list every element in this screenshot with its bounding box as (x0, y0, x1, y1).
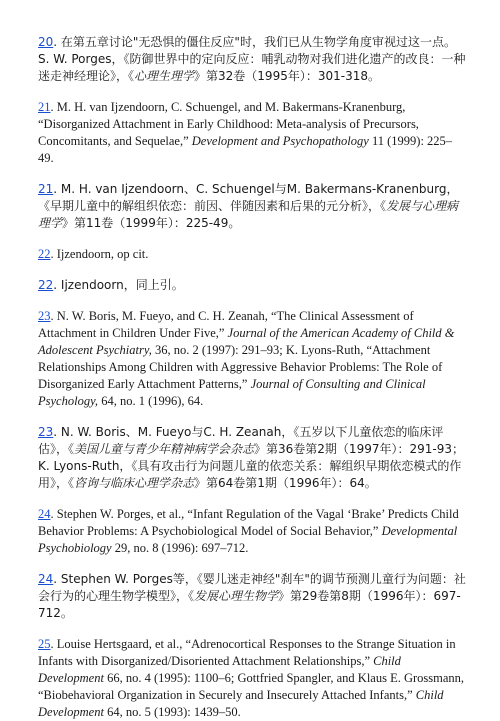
endnote-text: 29, no. 8 (1996): 697–712. (111, 541, 249, 555)
endnote-text: . Stephen W. Porges, et al., “Infant Regulation of the Vagal ‘Brake’ Predicts Child Behavior Problems: A Psychobiological Model of Social Behavior,” (38, 507, 459, 538)
journal-title: Development and Psychopathology (191, 134, 369, 148)
endnote-text: . M. H. van Ijzendoorn, C. Schuengel, and M. Bakermans-Kranenburg, “Disorganized Attachment in Early Childhood: Meta-analysis of Precursors, Concomitants, and Sequelae,” (38, 100, 419, 148)
endnote-text: 64, no. 1 (1996), 64. (98, 394, 204, 408)
endnote (38, 277, 466, 294)
endnote-text: 64, no. 5 (1993): 1439–50. (103, 705, 241, 719)
endnote-number-link[interactable]: 24 (38, 507, 51, 521)
journal-title: Child Development (38, 688, 444, 719)
endnote-text: 》第36卷第2期（1997年）：291-93；K. Lyons-Ruth，《具有攻击行为问题儿童的依恋关系：解组织早期依恋模式的作用》，《 (38, 442, 464, 490)
journal-title: 心理生理学 (134, 69, 195, 83)
endnote-text: 》第11卷（1999年）：225-49。 (62, 216, 241, 230)
endnote-text: . M. H. van Ijzendoorn、C. Schuengel与M. Bakermans-Kranenburg，《早期儿童中的解组织依恋：前因、伴随因素和后果的元分析》，《 (38, 182, 459, 213)
endnote-number-link[interactable]: 24 (38, 572, 54, 586)
endnote (38, 506, 466, 557)
journal-title: Journal of Consulting and Clinical Psychology, (38, 377, 426, 408)
endnote-text: . 在第五章讨论"无恐惧的僵住反应"时，我们已从生物学角度审视过这一点。S. W. Porges，《防御世界中的定向反应：哺乳动物对我们进化遗产的改良：一种迷走神经理论》，《 (38, 35, 466, 83)
journal-title: 咨询与临床心理学杂志 (74, 476, 195, 490)
journal-title: 发展与心理病理学 (38, 199, 459, 230)
endnote (38, 308, 466, 410)
endnote-text: . Louise Hertsgaard, et al., “Adrenocortical Responses to the Strange Situation in Infants with Disorganized/Disoriented Attachment Relationships,” (38, 637, 456, 668)
endnote (38, 34, 466, 85)
journal-title: 美国儿童与青少年精神病学会杂志 (74, 442, 255, 456)
endnote (38, 99, 466, 167)
journal-title: 发展心理生物学 (194, 589, 279, 603)
endnote-text: 36, no. 2 (1997): 291–93; K. Lyons-Ruth, “Attachment Relationships Among Children with Aggressive Behavior Problems: The Role of Disorganized Early Attachment Patterns,” (38, 343, 443, 391)
endnote (38, 246, 466, 263)
endnote-text: 》第29卷第8期（1996年）：697-712。 (38, 589, 461, 620)
endnote-text: . Ijzendoorn，同上引。 (53, 278, 184, 292)
endnote (38, 424, 466, 492)
journal-title: Developmental Psychobiology (38, 524, 458, 555)
endnote-text: 11 (1999): 225–49. (38, 134, 453, 165)
endnote-number-link[interactable]: 22 (38, 247, 51, 261)
endnote-text: . N. W. Boris, M. Fueyo, and C. H. Zeanah, “The Clinical Assessment of Attachment in Children Under Five,” (38, 309, 414, 340)
endnote-number-link[interactable]: 22 (38, 278, 54, 292)
endnote-text: . Ijzendoorn, op cit. (50, 247, 149, 261)
endnote-number-link[interactable]: 21 (38, 182, 54, 196)
endnote-text: 》第64卷第1期（1996年）：64。 (194, 476, 377, 490)
endnote-number-link[interactable]: 21 (38, 100, 51, 114)
endnote-text: . N. W. Boris、M. Fueyo与C. H. Zeanah，《五岁以下儿童依恋的临床评估》，《 (38, 425, 444, 456)
endnote-text: 66, no. 4 (1995): 1100–6; Gottfried Spangler, and Klaus E. Grossmann, “Biobehavioral Organization in Securely and Insecurely Attached Infants,” (38, 671, 465, 702)
journal-title: Journal of the American Academy of Child & Adolescent Psychiatry, (38, 326, 455, 357)
endnote-text: 》第32卷（1995年）：301-318。 (194, 69, 380, 83)
endnote (38, 181, 466, 232)
endnote-text: . Stephen W. Porges等，《婴儿迷走神经"刹车"的调节预测儿童行为问题：社会行为的心理生物学模型》，《 (38, 572, 466, 603)
endnote-number-link[interactable]: 23 (38, 425, 54, 439)
endnote (38, 636, 466, 721)
endnote (38, 571, 466, 622)
journal-title: Child Development (38, 654, 401, 685)
endnote-number-link[interactable]: 25 (38, 637, 51, 651)
endnote-number-link[interactable]: 23 (38, 309, 51, 323)
endnote-number-link[interactable]: 20 (38, 35, 54, 49)
